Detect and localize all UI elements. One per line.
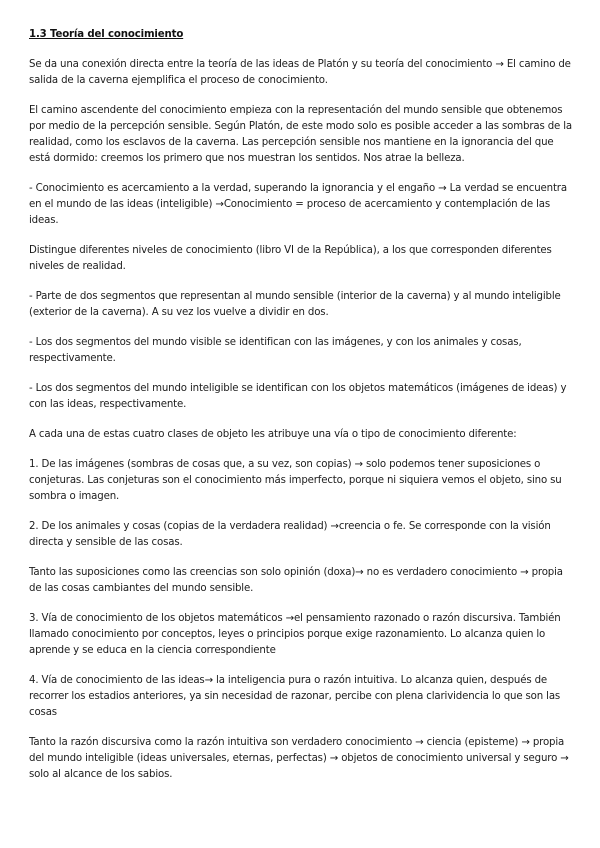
paragraph-segments: - Parte de dos segmentos que representan al mundo sensible (interior de la caverna) y al mundo inteligible (exterior de la caverna). A su vez los vuelve a dividir en dos.	[29, 291, 561, 318]
list-item-ideas: 4. Vía de conocimiento de las ideas→ la inteligencia pura o razón intuitiva. Lo alcanza quien, después de recorrer los estadios anteriores, ya sin necesidad de razonar, percibe con plena clarividencia lo que son las cosas	[29, 675, 561, 718]
paragraph-episteme: Tanto la razón discursiva como la razón intuitiva son verdadero conocimiento → ciencia (episteme) → propia del mundo inteligible (ideas universales, eternas, perfectas) → objetos de conocimiento universal y seguro → solo al alcance de los sabios.	[29, 737, 569, 780]
paragraph-ascending-path: El camino ascendente del conocimiento empieza con la representación del mundo sensible que obtenemos por medio de la percepción sensible. Según Platón, de este modo solo es posible acceder a las sombras de la realidad, como los esclavos de la caverna. Las percepción sensible nos mantiene en la ignorancia del que está dormido: creemos los primero que nos muestran los sentidos. Nos atrae la belleza.	[29, 105, 573, 164]
paragraph-opinion-doxa: Tanto las suposiciones como las creencias son solo opinión (doxa)→ no es verdadero conocimiento → propia de las cosas cambiantes del mundo sensible.	[29, 567, 563, 594]
list-item-mathematical-objects: 3. Vía de conocimiento de los objetos matemáticos →el pensamiento razonado o razón discursiva. También llamado conocimiento por conceptos, leyes o principios porque exige razonamiento. Lo alcanza quien lo aprende y se educa en la ciencia correspondiente	[29, 613, 561, 656]
paragraph-knowledge-definition: - Conocimiento es acercamiento a la verdad, superando la ignorancia y el engaño → La verdad se encuentra en el mundo de las ideas (inteligible) →Conocimiento = proceso de acercamiento y contemplación de las ideas.	[29, 183, 567, 226]
list-item-animals-things: 2. De los animales y cosas (copias de la verdadera realidad) →creencia o fe. Se corresponde con la visión directa y sensible de las cosas.	[29, 521, 551, 548]
list-item-images: 1. De las imágenes (sombras de cosas que, a su vez, son copias) → solo podemos tener suposiciones o conjeturas. Las conjeturas son el conocimiento más imperfecto, porque ni siquiera vemos el objeto, sino su sombra o imagen.	[29, 459, 562, 502]
paragraph-intelligible-world: - Los dos segmentos del mundo inteligible se identifican con los objetos matemáticos (imágenes de ideas) y con las ideas, respectivamente.	[29, 383, 567, 410]
paragraph-intro: Se da una conexión directa entre la teoría de las ideas de Platón y su teoría del conocimiento → El camino de salida de la caverna ejemplifica el proceso de conocimiento.	[29, 59, 571, 86]
paragraph-visible-world: - Los dos segmentos del mundo visible se identifican con las imágenes, y con los animales y cosas, respectivamente.	[29, 337, 522, 364]
paragraph-four-ways: A cada una de estas cuatro clases de objeto les atribuye una vía o tipo de conocimiento diferente:	[29, 429, 517, 440]
paragraph-levels: Distingue diferentes niveles de conocimiento (libro VI de la República), a los que corresponden diferentes niveles de realidad.	[29, 245, 552, 272]
section-title: 1.3 Teoría del conocimiento	[29, 29, 184, 40]
